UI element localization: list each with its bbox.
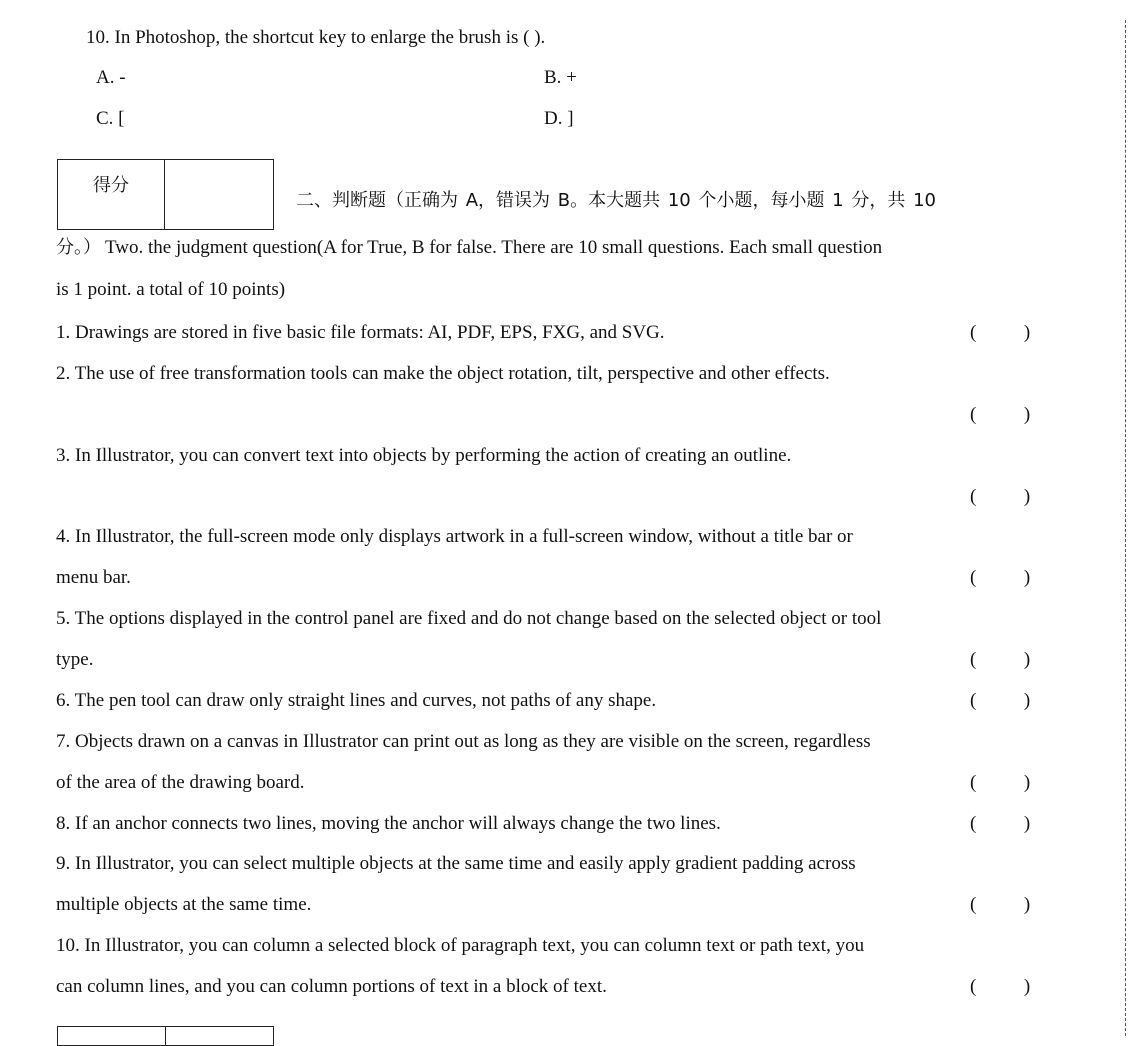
answer-blank-4: ( ) [970,567,1031,588]
mc-option-c: C. [ [96,108,125,129]
next-score-box [57,1026,274,1046]
mc-option-b: B. + [544,67,577,88]
next-score-box-divider [58,1027,166,1045]
score-box [57,159,274,230]
question-1: 1. Drawings are stored in five basic file formats: AI, PDF, EPS, FXG, and SVG. [56,322,665,343]
question-9: 9. In Illustrator, you can select multiple objects at the same time and easily apply gradient padding across [56,853,856,874]
answer-blank-1: ( ) [970,322,1031,343]
section-instructions-en: Two. the judgment question(A for True, B for false. There are 10 small questions. Each small question [105,237,883,258]
score-value [166,160,273,229]
question-7-cont: of the area of the drawing board. [56,772,305,793]
section-instructions-cn: 分。） [56,237,101,258]
question-3: 3. In Illustrator, you can convert text into objects by performing the action of creating an outline. [56,445,792,466]
question-6: 6. The pen tool can draw only straight lines and curves, not paths of any shape. [56,690,657,711]
answer-blank-9: ( ) [970,894,1031,915]
question-7: 7. Objects drawn on a canvas in Illustrator can print out as long as they are visible on the screen, regardless [56,731,871,752]
question-10-cont: can column lines, and you can column portions of text in a block of text. [56,976,607,997]
question-5: 5. The options displayed in the control panel are fixed and do not change based on the selected object or tool [56,608,882,629]
section-heading: 二、判断题（正确为 A，错误为 B。本大题共 10 个小题，每小题 1 分，共 10 [296,190,936,211]
section-points-note: is 1 point. a total of 10 points) [56,279,286,300]
mc-option-d: D. ] [544,108,574,129]
question-4: 4. In Illustrator, the full-screen mode only displays artwork in a full-screen window, without a title bar or [56,526,853,547]
answer-blank-10: ( ) [970,976,1031,997]
answer-blank-7: ( ) [970,772,1031,793]
mc-question-stem: 10. In Photoshop, the shortcut key to enlarge the brush is ( ). [86,27,546,48]
mc-option-a: A. - [96,67,126,88]
question-4-cont: menu bar. [56,567,131,588]
question-8: 8. If an anchor connects two lines, moving the anchor will always change the two lines. [56,813,721,834]
question-2: 2. The use of free transformation tools can make the object rotation, tilt, perspective and other effects. [56,363,830,384]
answer-blank-2: ( ) [970,404,1031,425]
question-5-cont: type. [56,649,94,670]
section-instructions [56,236,882,260]
answer-blank-5: ( ) [970,649,1031,670]
answer-blank-3: ( ) [970,486,1031,507]
question-10: 10. In Illustrator, you can column a selected block of paragraph text, you can column text or path text, you [56,935,865,956]
binding-cut-line [1125,20,1126,1036]
score-label: 得分 [58,160,165,229]
answer-blank-8: ( ) [970,813,1031,834]
question-9-cont: multiple objects at the same time. [56,894,312,915]
answer-blank-6: ( ) [970,690,1031,711]
